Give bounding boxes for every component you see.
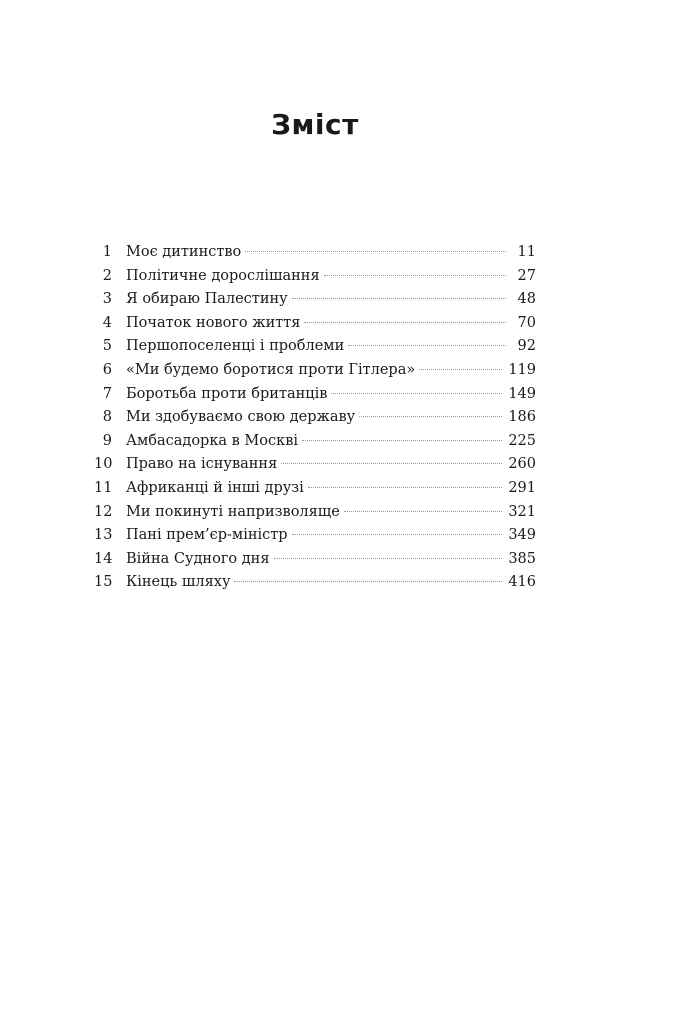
dot-leader (348, 345, 506, 346)
page-number: 321 (508, 503, 536, 520)
chapter-title: Я обираю Палестину (126, 291, 288, 308)
toc-entry[interactable] (94, 524, 536, 548)
dot-leader (274, 558, 503, 559)
chapter-title: Кінець шляху (126, 574, 231, 591)
page-number: 186 (508, 409, 536, 426)
page-number: 48 (517, 291, 536, 308)
page-number: 119 (508, 361, 536, 378)
toc-entry[interactable] (94, 265, 536, 289)
chapter-title: Боротьба проти британців (126, 385, 328, 402)
chapter-title: Право на існування (126, 456, 278, 473)
page-number: 291 (508, 479, 536, 496)
dot-leader (304, 322, 506, 323)
chapter-title: «Ми будемо боротися проти Гітлера» (126, 361, 416, 378)
dot-leader (281, 463, 502, 464)
toc-entry[interactable] (94, 312, 536, 336)
chapter-title: Війна Судного дня (126, 550, 270, 567)
page-number: 27 (517, 267, 536, 284)
dot-leader (324, 275, 506, 276)
toc-entry[interactable] (94, 241, 536, 265)
dot-leader (234, 581, 502, 582)
chapter-title: Моє дитинство (126, 244, 242, 260)
chapter-number: 3 (102, 291, 112, 308)
table-of-contents (94, 241, 536, 595)
toc-entry[interactable] (94, 571, 536, 595)
chapter-number: 2 (102, 267, 112, 284)
chapter-title: Пані прем’єр-міністр (126, 527, 288, 544)
dot-leader (292, 534, 503, 535)
toc-entry[interactable] (94, 359, 536, 383)
toc-entry[interactable] (94, 430, 536, 454)
page-number: 11 (517, 244, 536, 260)
chapter-number: 13 (94, 527, 113, 544)
page-number: 260 (508, 456, 536, 473)
chapter-number: 6 (102, 361, 112, 378)
chapter-number: 15 (94, 574, 113, 591)
chapter-number: 14 (94, 550, 113, 567)
chapter-number: 12 (94, 503, 113, 520)
dot-leader (359, 416, 502, 417)
toc-entry[interactable] (94, 548, 536, 572)
chapter-number: 5 (102, 338, 112, 355)
chapter-number: 11 (94, 479, 113, 496)
chapter-number: 8 (102, 409, 112, 426)
chapter-title: Першопоселенці і проблеми (126, 338, 345, 355)
page-number: 149 (508, 385, 536, 402)
chapter-title: Ми покинуті напризволяще (126, 503, 340, 520)
chapter-title: Амбасадорка в Москві (126, 432, 298, 449)
chapter-number: 1 (102, 244, 112, 260)
chapter-number: 7 (102, 385, 112, 402)
page-number: 349 (508, 527, 536, 544)
chapter-title: Політичне дорослішання (126, 267, 320, 284)
chapter-title: Початок нового життя (126, 314, 301, 331)
toc-entry[interactable] (94, 453, 536, 477)
dot-leader (245, 251, 506, 252)
chapter-number: 4 (102, 314, 112, 331)
dot-leader (344, 511, 502, 512)
dot-leader (302, 440, 502, 441)
toc-entry[interactable] (94, 383, 536, 407)
dot-leader (419, 369, 502, 370)
page-number: 416 (508, 574, 536, 591)
page-number: 385 (508, 550, 536, 567)
dot-leader (292, 298, 506, 299)
page-title: Зміст (271, 108, 359, 141)
toc-entry[interactable] (94, 501, 536, 525)
dot-leader (331, 393, 502, 394)
page-number: 92 (517, 338, 536, 355)
chapter-number: 9 (102, 432, 112, 449)
page-number: 225 (508, 432, 536, 449)
toc-entry[interactable] (94, 477, 536, 501)
toc-entry[interactable] (94, 335, 536, 359)
page-number: 70 (517, 314, 536, 331)
toc-entry[interactable] (94, 288, 536, 312)
chapter-number: 10 (94, 456, 113, 473)
toc-entry[interactable] (94, 406, 536, 430)
chapter-title: Африканці й інші друзі (126, 479, 304, 496)
dot-leader (308, 487, 503, 488)
chapter-title: Ми здобуваємо свою державу (126, 409, 356, 426)
